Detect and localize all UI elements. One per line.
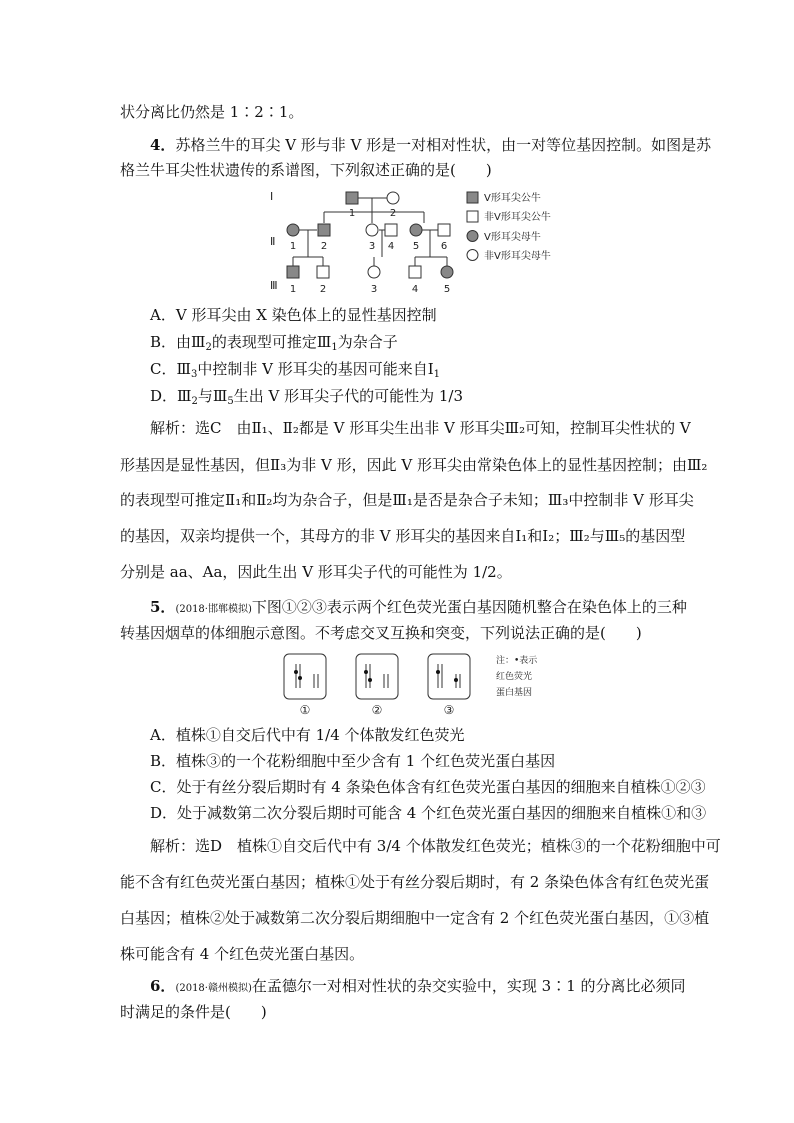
- gene-dot: [294, 670, 298, 674]
- option-label: B．: [150, 752, 177, 770]
- option-text: V 形耳尖由 X 染色体上的显性基因控制: [175, 306, 437, 324]
- q5-source: (2018·邯郸模拟): [175, 604, 252, 615]
- option-text-part: 为杂合子: [337, 333, 398, 351]
- option-subscript: 1: [433, 369, 440, 380]
- q4-analysis-line-4: 的基因，双亲均提供一个，其母方的非 V 形耳尖的基因来自Ⅰ₁和Ⅰ₂；Ⅲ₂与Ⅲ₅的基因型: [120, 527, 686, 545]
- gene-dot: [436, 670, 440, 674]
- option-label: A．: [150, 306, 176, 324]
- cell-2-outline: [356, 654, 398, 699]
- option-subscript: 3: [190, 369, 198, 380]
- q5-analysis-line-3: 白基因；植株②处于减数第二次分裂后期细胞中一定含有 2 个红色荧光蛋白基因，①③植: [120, 909, 710, 927]
- cell-label: ③: [443, 703, 455, 717]
- option-label: B．: [150, 333, 177, 351]
- option-subscript: 5: [227, 396, 234, 407]
- ped-num: 2: [389, 208, 397, 219]
- option-text: 植株③的一个花粉细胞中至少含有 1 个红色荧光蛋白基因: [176, 752, 556, 770]
- q4-analysis-line-2: 形基因是显性基因，但Ⅱ₃为非 V 形，因此 V 形耳尖由常染色体上的显性基因控制；由Ⅲ₂: [120, 456, 708, 474]
- option-text-part: 生出 V 形耳尖子代的可能性为 1/3: [233, 387, 463, 405]
- cell-label: ①: [299, 703, 311, 717]
- ped-III4-normal-male: [409, 266, 421, 278]
- gene-dot: [368, 678, 372, 682]
- cell-label: ②: [371, 703, 383, 717]
- cell-1-outline: [284, 654, 326, 699]
- q4-option-b: [150, 332, 398, 358]
- q5-number: 5．: [150, 598, 176, 616]
- q6-stem-text-1: 在孟德尔一对相对性状的杂交实验中，实现 3∶1 的分离比必须同: [251, 977, 686, 995]
- option-text: 处于减数第二次分裂后期时可能含 4 个红色荧光蛋白基因的细胞来自植株①和③: [177, 804, 707, 822]
- q6-number: 6．: [150, 977, 176, 995]
- option-label: C．: [150, 778, 177, 796]
- q5-stem-text-1: 下图①②③表示两个红色荧光蛋白基因随机整合在染色体上的三种: [251, 598, 687, 616]
- q5-stem-line-2: 转基因烟草的体细胞示意图。不考虑交叉互换和突变，下列说法正确的是( ): [120, 624, 642, 642]
- q5-option-a: [150, 725, 465, 745]
- ped-num: 1: [348, 208, 356, 219]
- ped-III2-normal-male: [317, 266, 329, 278]
- q4-analysis-line-3: 的表现型可推定Ⅱ₁和Ⅱ₂均为杂合子，但是Ⅲ₁是否是杂合子未知；Ⅲ₃中控制非 V 形耳尖: [120, 491, 694, 509]
- legend-text: V形耳尖公牛: [484, 193, 541, 204]
- ped-num: 1: [289, 241, 297, 252]
- ped-num: 4: [387, 241, 395, 252]
- q5-option-d: [150, 803, 706, 823]
- option-text: 处于有丝分裂后期时有 4 条染色体含有红色荧光蛋白基因的细胞来自植株①②③: [176, 778, 706, 796]
- ped-II5-affected-female: [410, 224, 422, 236]
- ped-num: 1: [289, 284, 297, 295]
- option-label: A．: [150, 726, 176, 744]
- ped-I1-affected-male: [346, 192, 358, 204]
- legend-affected-female-icon: [467, 231, 478, 242]
- note-text: 蛋白基因: [496, 688, 533, 698]
- ped-II1-affected-female: [287, 224, 299, 236]
- ped-num: 3: [368, 241, 376, 252]
- q5-stem-line-1: [150, 597, 687, 620]
- legend-text: 非V形耳尖母牛: [484, 251, 551, 262]
- option-label: D．: [150, 804, 178, 822]
- q4-stem-text-1: 苏格兰牛的耳尖 V 形与非 V 形是一对相对性状，由一对等位基因控制。如图是苏: [175, 136, 712, 154]
- option-text: 植株①自交后代中有 1/4 个体散发红色荧光: [175, 726, 465, 744]
- q4-option-d: [150, 386, 463, 412]
- ped-II3-normal-female: [366, 224, 378, 236]
- option-label: D．: [150, 387, 178, 405]
- note-text: 注：•表示: [496, 656, 538, 666]
- gene-dot: [298, 676, 302, 680]
- q4-stem-line-1: [150, 135, 711, 155]
- ped-num: 5: [443, 284, 451, 295]
- ped-num: 2: [319, 284, 327, 295]
- intro-line: 状分离比仍然是 1∶2∶1。: [120, 103, 304, 121]
- legend-text: V形耳尖母牛: [484, 232, 541, 243]
- gene-dot: [454, 678, 458, 682]
- q5-option-b: [150, 751, 555, 771]
- gen-label-1: Ⅰ: [270, 190, 274, 203]
- option-label: C．: [150, 360, 177, 378]
- option-subscript: 2: [191, 396, 198, 407]
- q4-option-a: [150, 305, 437, 325]
- legend-normal-male-icon: [467, 211, 478, 222]
- q6-stem-line-2: 时满足的条件是( ): [120, 1003, 267, 1021]
- q6-source: (2018·赣州模拟): [175, 983, 252, 994]
- q4-analysis-line-5: 分别是 aa、Aa，因此生出 V 形耳尖子代的可能性为 1/2。: [120, 563, 512, 581]
- cell-diagrams: [270, 650, 570, 720]
- ped-II2-affected-male: [318, 224, 330, 236]
- option-text-part: Ⅲ: [176, 360, 191, 378]
- ped-num: 3: [370, 284, 378, 295]
- ped-num: 4: [411, 284, 419, 295]
- option-subscript: 2: [205, 342, 212, 353]
- ped-III5-affected-female: [441, 266, 453, 278]
- q5-analysis-line-1: 解析：选D 植株①自交后代中有 3/4 个体散发红色荧光；植株③的一个花粉细胞中可: [150, 837, 721, 855]
- ped-num: 6: [440, 241, 448, 252]
- ped-num: 5: [412, 241, 420, 252]
- gene-dot: [364, 670, 368, 674]
- q5-option-c: [150, 777, 706, 797]
- cell-3-outline: [428, 654, 470, 699]
- gen-label-2: Ⅱ: [270, 235, 276, 248]
- q4-option-c: [150, 359, 440, 385]
- option-subscript: 1: [331, 342, 338, 353]
- gen-label-3: Ⅲ: [270, 279, 278, 292]
- option-text-part: 中控制非 V 形耳尖的基因可能来自Ⅰ: [197, 360, 434, 378]
- option-text-part: Ⅲ: [177, 387, 192, 405]
- option-text-part: 的表现型可推定Ⅲ: [211, 333, 332, 351]
- ped-num: 2: [320, 241, 328, 252]
- option-text-part: 与Ⅲ: [197, 387, 228, 405]
- q6-stem-line-1: [150, 976, 686, 999]
- legend-normal-female-icon: [467, 250, 478, 261]
- option-text-part: 由Ⅲ: [176, 333, 206, 351]
- legend-text: 非V形耳尖公牛: [484, 212, 551, 223]
- note-text: 红色荧光: [496, 672, 533, 682]
- ped-III3-normal-female: [368, 266, 380, 278]
- ped-I2-normal-female: [387, 192, 399, 204]
- q4-stem-line-2: 格兰牛耳尖性状遗传的系谱图，下列叙述正确的是( ): [120, 161, 492, 179]
- q4-number: 4．: [150, 136, 176, 154]
- q4-analysis-line-1: 解析：选C 由Ⅱ₁、Ⅱ₂都是 V 形耳尖生出非 V 形耳尖Ⅲ₂可知，控制耳尖性状的 V: [150, 419, 691, 437]
- ped-II6-normal-male: [438, 224, 450, 236]
- q5-analysis-line-2: 能不含有红色荧光蛋白基因；植株①处于有丝分裂后期时，有 2 条染色体含有红色荧光蛋: [120, 873, 710, 891]
- pedigree-diagram: [262, 186, 592, 298]
- ped-II4-normal-male: [385, 224, 397, 236]
- legend-affected-male-icon: [467, 192, 478, 203]
- q5-analysis-line-4: 株可能含有 4 个红色荧光蛋白基因。: [120, 945, 365, 963]
- ped-III1-affected-male: [287, 266, 299, 278]
